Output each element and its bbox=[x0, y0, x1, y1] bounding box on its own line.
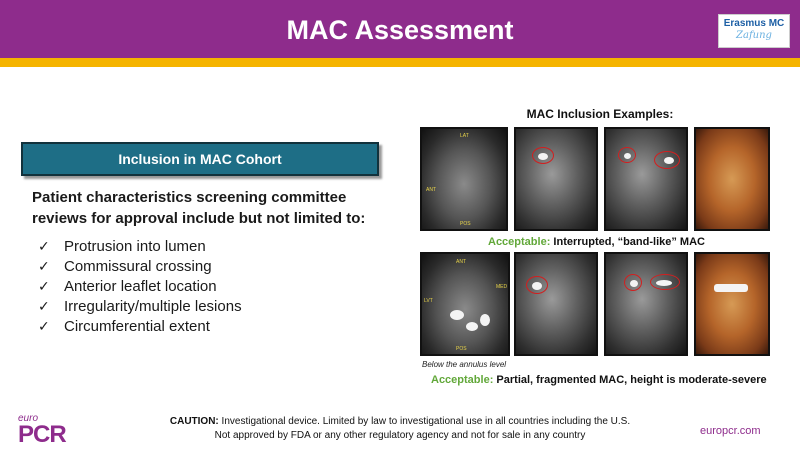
caution-line1: Investigational device. Limited by law to investigational use in all countries including the U.S. bbox=[221, 416, 631, 427]
calcification bbox=[450, 310, 464, 320]
scan-label-lat: LAT bbox=[460, 133, 469, 139]
criteria-item bbox=[38, 297, 378, 317]
criteria-label: Protrusion into lumen bbox=[64, 238, 206, 255]
logo-script: Zafung bbox=[736, 30, 772, 41]
criteria-label: Commissural crossing bbox=[64, 258, 212, 275]
caption-prefix: Acceptable: bbox=[431, 374, 494, 386]
ct-scan-image bbox=[604, 127, 688, 231]
highlight-circle bbox=[532, 147, 554, 164]
highlight-circle bbox=[618, 147, 636, 163]
scan-label-ant: ANT bbox=[456, 259, 466, 265]
calcification bbox=[466, 322, 478, 331]
caption-text: Interrupted, “band-like” MAC bbox=[553, 236, 705, 248]
caption-prefix: Acceptable: bbox=[488, 236, 551, 248]
pathology-image bbox=[694, 127, 770, 231]
highlight-circle bbox=[654, 151, 680, 169]
logo-euro: euro bbox=[18, 413, 39, 424]
erasmus-mc-logo bbox=[718, 14, 790, 48]
calcification bbox=[714, 284, 748, 292]
criteria-label: Circumferential extent bbox=[64, 318, 210, 335]
logo-text: Erasmus MC bbox=[723, 18, 785, 29]
highlight-circle bbox=[650, 274, 680, 290]
caution-line2: Not approved by FDA or any other regulatory agency and not for sale in any country bbox=[214, 430, 586, 441]
page-title: MAC Assessment bbox=[286, 15, 514, 45]
section-banner: Inclusion in MAC Cohort bbox=[21, 142, 379, 176]
checkmark-icon: ✓ bbox=[38, 319, 50, 335]
checkmark-icon: ✓ bbox=[38, 279, 50, 295]
ct-scan-image bbox=[514, 127, 598, 231]
criteria-item bbox=[38, 257, 378, 277]
criteria-label: Anterior leaflet location bbox=[64, 278, 217, 295]
highlight-circle bbox=[624, 274, 642, 291]
criteria-item bbox=[38, 277, 378, 297]
criteria-list bbox=[38, 237, 378, 337]
checkmark-icon: ✓ bbox=[38, 259, 50, 275]
caption-text: Partial, fragmented MAC, height is moderate-severe bbox=[496, 374, 767, 386]
caption-row1 bbox=[488, 236, 705, 248]
website-link[interactable]: europcr.com bbox=[700, 425, 761, 437]
highlight-circle bbox=[526, 276, 548, 294]
ct-scan-image bbox=[604, 252, 688, 356]
criteria-item bbox=[38, 237, 378, 257]
scan-label-med: MED bbox=[496, 284, 508, 290]
header-stripe bbox=[0, 58, 800, 67]
scan-label-pos: POS bbox=[460, 221, 471, 227]
ct-scan-image bbox=[420, 127, 508, 231]
ct-scan-image bbox=[514, 252, 598, 356]
intro-text: Patient characteristics screening committee reviews for approval include but not limited to: bbox=[32, 189, 366, 227]
criteria-label: Irregularity/multiple lesions bbox=[64, 298, 242, 315]
scan-label-ant: ANT bbox=[426, 187, 436, 193]
criteria-item bbox=[38, 317, 378, 337]
checkmark-icon: ✓ bbox=[38, 299, 50, 315]
checkmark-icon: ✓ bbox=[38, 239, 50, 255]
caution-label: CAUTION: bbox=[169, 416, 219, 427]
caption-row2 bbox=[431, 374, 767, 386]
pathology-image bbox=[694, 252, 770, 356]
scan-label-lvt: LVT bbox=[424, 298, 433, 304]
europcr-logo bbox=[18, 413, 66, 446]
examples-title: MAC Inclusion Examples: bbox=[526, 107, 674, 121]
ct-scan-image bbox=[420, 252, 510, 356]
annulus-note: Below the annulus level bbox=[422, 360, 507, 369]
caution-notice bbox=[140, 415, 660, 443]
calcification bbox=[480, 314, 490, 326]
logo-pcr: PCR bbox=[18, 421, 66, 448]
scan-label-pos: POS bbox=[456, 346, 467, 352]
